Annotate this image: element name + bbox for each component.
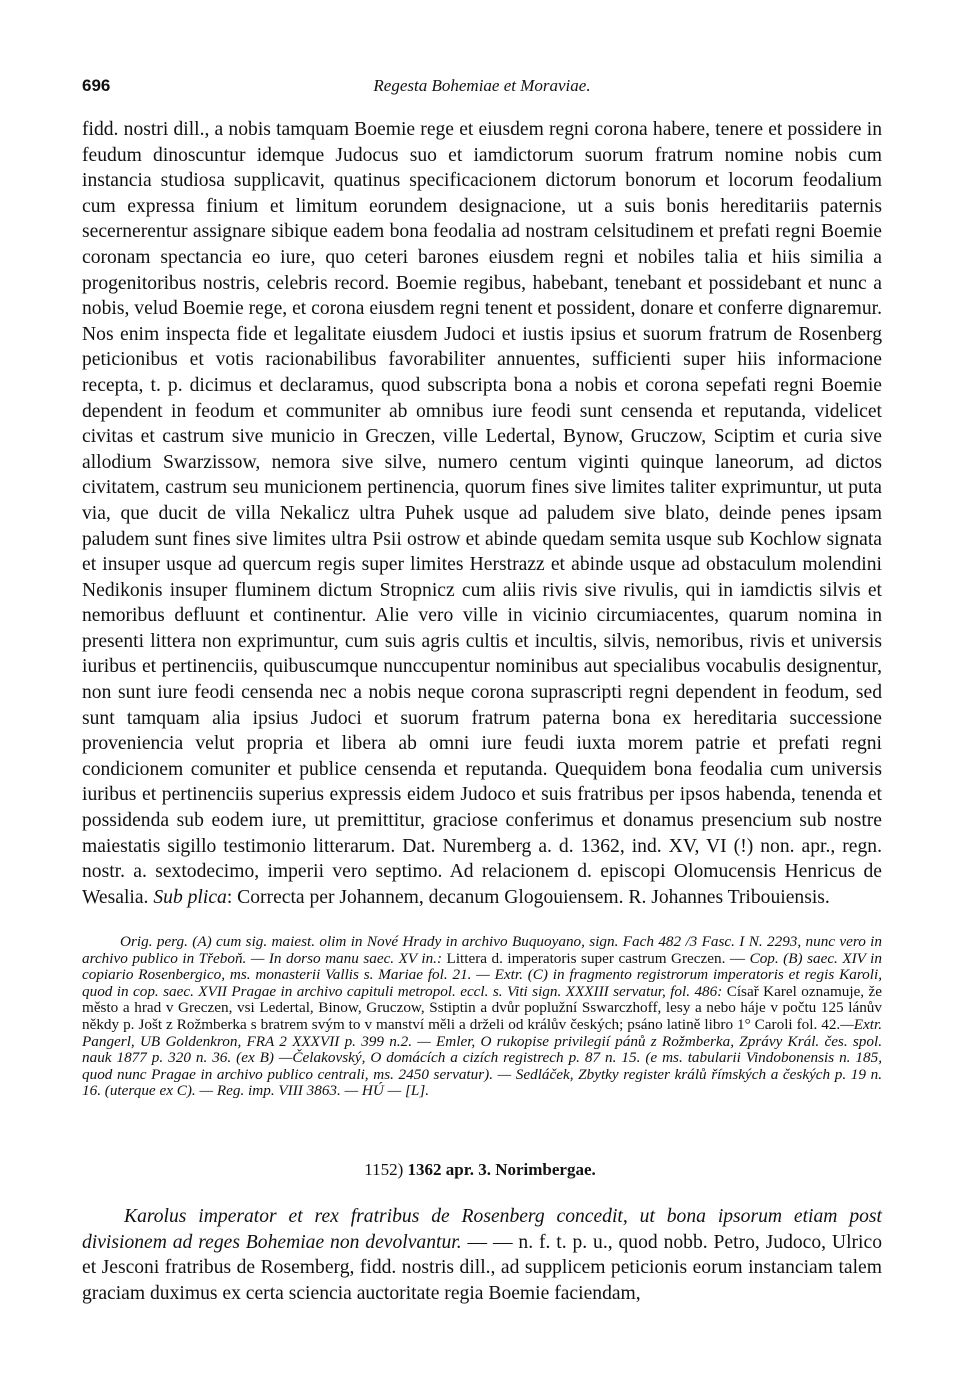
entry-heading bbox=[0, 1160, 960, 1180]
charter-body bbox=[82, 117, 882, 910]
sub-plica-label: Sub plica bbox=[153, 886, 227, 908]
relation-clause: Ad relacionem d. episcopi Olomucensis Henricus de Wesalia. bbox=[82, 861, 883, 908]
running-title: Regesta Bohemiae et Moraviae. bbox=[373, 76, 591, 95]
entry-summary bbox=[82, 1204, 882, 1306]
note-segment: Littera d. imperatoris super castrum Greczen. — bbox=[446, 949, 750, 967]
dating-clause: Dat. Nuremberg a. d. 1362, ind. XV, VI (!) non. apr., regn. nostr. a. sextodecimo, imperii vero septimo. bbox=[82, 835, 882, 883]
source-note-paragraph bbox=[82, 934, 882, 1100]
note-segment: Orig. perg. (A) cum sig. maiest. olim in Nové Hrady in archivo Buquoyano, sign. Fach 482 /3 Fasc. I N. 2293, nunc vero in archivo publico in Třeboň. — In dorso manu saec. XV in.: bbox=[82, 933, 882, 967]
note-segment: Císař Karel oznamuje, že město a hrad v Greczen, vsi Ledertal, Binow, Gruczow, Sstiptin a dvůr poplužní Sswarczhoff, lesy a nebo háje v počtu 125 lánův někdy p. Jošt z Rožmberka s bratrem svým to v manství měli a drželi od králův českých; psáno latině libro 1° Caroli fol. 42. bbox=[82, 982, 882, 1033]
charter-text bbox=[82, 117, 882, 910]
note-segment: —Extr. Pangerl, UB Goldenkron, FRA 2 XXXVII p. 399 n.2. — Emler, O rukopise privilegií pánů z Rožmberka, Zprávy Král. čes. spol. nauk 1877 p. 320 n. 36. (ex B) —Čelakovský, O domácích a cizích registrech p. 87 n. 15. (e ms. tabularii Vindobonensis n. 185, quod nunc Pragae in archivo publico centrali, ms. 2450 servatur). — Sedláček, Zbytky register králů římských a českých p. 19 n. 16. (uterque ex C). — Reg. imp. VIII 3863. — HÚ — [L]. bbox=[82, 1015, 882, 1100]
page-header bbox=[82, 76, 882, 100]
charter-body-text: fidd. nostri dill., a nobis tamquam Boemie rege et eiusdem regni corona habere, tenere et possidere in feudum dinoscuntur idemque Judocus suo et iamdictorum suorum fratrum nomine nobis cum instancia studiosa supplicavit, quatinus specificacionem dictorum bonorum et locorum feodalium cum expressa finium et limitum eorundem designacione, ut a suis bonis hereditariis paternis secernerentur assignare sibique eadem bona feodalia ad nostram celsitudinem et prefati regni Boemie coronam spectancia eo iure, quo ceteri barones eiusdem regni et nobiles talia et hiis similia a progenitoribus nostris, celebris record. Boemie regibus, habebant, tenebant et possidebant et nunc a nobis, velud Boemie rege, et corona eiusdem regni tenent et possident, donare et conferre dignaremur. Nos enim inspecta fide et legalitate eiusdem Judoci et iustis ipsius et suorum fratrum de Rosenberg peticionibus et votis racionabilibus favorabiliter annuentes, sufficienti super hiis informacione recepta, t. p. dicimus et declaramus, quod subscripta bona a nobis et corona sepefati regni Boemie dependent in feodum et communiter ab omnibus iure feodi sunt censenda et reputanda, videlicet civitas et castrum sive municio in Greczen, ville Ledertal, Bynow, Gruczow, Sciptim et curia sive allodium Swarzissow, nemora sive silve, numero centum viginti quinque laneorum, ad dictos civitatem, castrum seu municionem pertinencia, quorum fines sive limites taliter exprimuntur, ut puta via, que ducit de villa Nekalicz ultra Puhek usque ad paludem sive blato, deinde penes ipsam paludem sunt fines sive limites ultra Psii ostrow et abinde quedam semita usque sub Kochlow signata et insuper usque ad quercum regis super limites Herstrazz et abinde usque ad obstaculum molendini Nedikonis insuper fluminem dictum Stropnicz cum aliis rivis sive rivulis, qui in iamdictis silvis et nemoribus defluunt et continentur. Alie vero ville in vicinio circumiacentes, quarum nomina in presenti littera non exprimuntur, cum suis agris cultis et incultis, silvis, nemoribus, rivis et universis iuribus et pertinenciis, quibuscumque nunccupentur nominibus aut specialibus vocabulis designentur, non sunt iure feodi censenda nec a nobis neque corona suprascripti regni dependent in feodum, sed sunt tamquam alia ipsius Judoci et suorum fratrum paterna bona ex hereditaria successione proveniencia velut propria et libera ab omni iure feudi iuxta morem patrie et prefati regni condicionem comuniter et publice censenda et reputanda. Quequidem bona feodalia cum universis iuribus et pertinenciis superius expressis eidem Judoco et suis fratribus per ipsos habenda, tenenda et possidenda sub eodem iure, ut premittitur, graciose conferimus et donamus presencium sub nostre maiestatis sigillo testimonio litterarum. bbox=[82, 119, 882, 857]
note-segment: Cop. (B) saec. XIV in copiario Rosenbergico, ms. monasterii Vallis s. Mariae fol. 21. — Extr. (C) in fragmento registrorum imperatoris et regis Karoli, quod in cop. saec. XVII Pragae in archivo capituli metropol. eccl. s. Viti sign. XXXIII servatur, fol. 486: bbox=[82, 949, 882, 1000]
page-number: 696 bbox=[82, 76, 111, 95]
summary-regest: Karolus imperator et rex fratribus de Rosenberg concedit, ut bona ipsorum etiam post divisionem ad reges Bohemiae non devolvantur. bbox=[82, 1206, 882, 1253]
chancery-signature: R. Johannes Tribouiensis. bbox=[628, 886, 830, 908]
entry-date-place: 1362 apr. 3. Norimbergae. bbox=[407, 1160, 596, 1179]
sub-plica-text: : Correcta per Johannem, decanum Glogouiensem. bbox=[226, 886, 624, 908]
source-notes bbox=[82, 934, 882, 1100]
entry-number: 1152) bbox=[364, 1160, 404, 1179]
summary-text: — — n. f. t. p. u., quod nobb. Petro, Judoco, Ulrico et Jesconi fratribus de Rosemberg, fidd. nostris dill., ad supplicem peticionis eorum instanciam talem graciam duximus ex certa sciencia auctoritate regia Boemie faciendam, bbox=[82, 1231, 882, 1304]
